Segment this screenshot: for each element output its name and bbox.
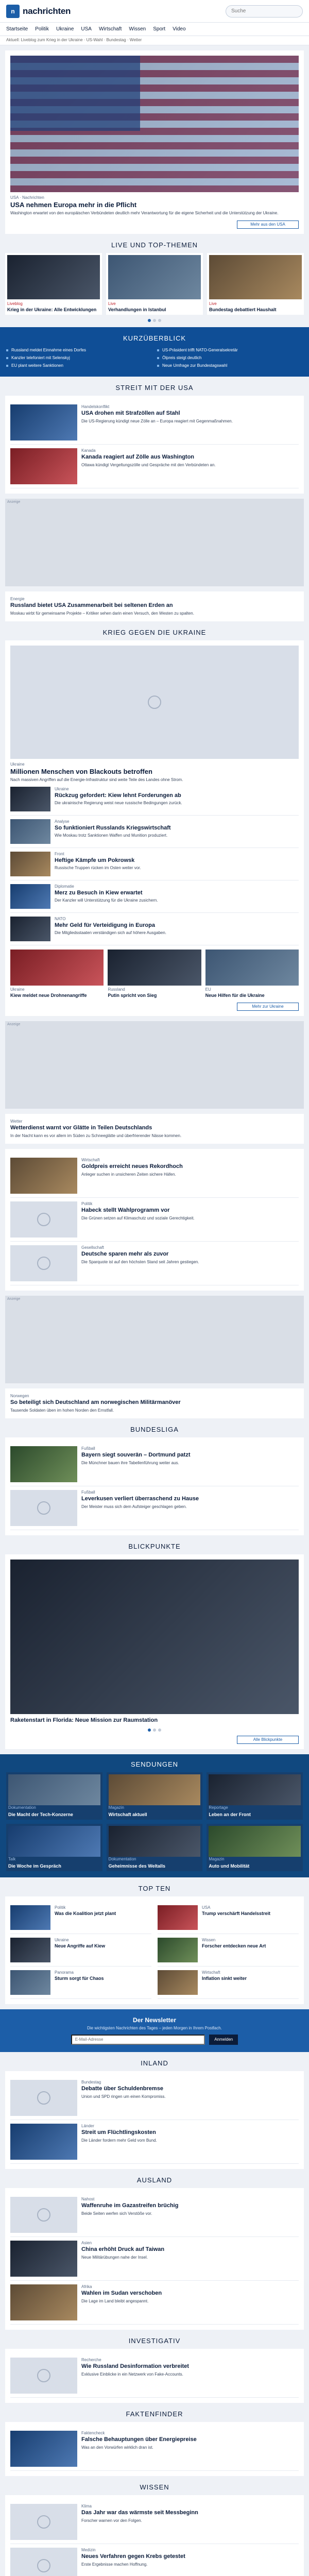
list-item[interactable] [10,2500,299,2544]
article-headline: Das Jahr war das wärmste seit Messbeginn [81,2510,198,2516]
article-kicker: Energie [10,596,25,601]
article-teaser: Der Meister muss sich dem Aufsteiger geschlagen geben. [81,1504,187,1509]
ad-placeholder[interactable] [5,1296,304,1383]
bundesliga-section [5,1437,304,1535]
article-kicker: Analyse [55,819,70,824]
nav-item[interactable]: Wissen [129,26,146,32]
article-headline: Streit um Flüchtlingskosten [81,2129,156,2136]
hero-kicker: USA · Nachrichten [10,195,44,200]
live-card[interactable] [207,253,304,315]
article-kicker: Ukraine [55,1938,69,1943]
grid-card[interactable] [205,950,299,998]
faktenfinder-section [5,2422,304,2476]
flag-image-canton [10,56,140,131]
article-headline: Falsche Behauptungen über Energiepreise [81,2436,197,2443]
sendung-title: Die Woche im Gespräch [8,1863,61,1869]
article-kicker: Gesellschaft [81,1245,105,1250]
list-item[interactable] [10,1967,151,1999]
list-item[interactable] [10,1902,151,1934]
sendung-kicker: Dokumentation [108,1857,136,1862]
more-usa-button[interactable]: Mehr aus den USA [237,221,299,229]
main-nav [0,23,309,36]
list-item[interactable] [10,1443,299,1486]
article-thumb [10,1490,77,1526]
carousel-dots[interactable] [10,1728,299,1732]
article-teaser: Die Grünen setzen auf Klimaschutz und soziale Gerechtigkeit. [81,1215,195,1221]
article-teaser: Wie Moskau trotz Sanktionen Waffen und Munition produziert. [55,833,168,838]
sendung-thumb [209,1774,301,1805]
kurz-title: KURZÜBERBLICK [123,334,186,342]
live-headline: Verhandlungen in Istanbul [108,307,166,312]
article-headline: Wetterdienst warnt vor Glätte in Teilen Deutschlands [10,1124,152,1131]
top-bar [0,0,309,23]
live-card-image [7,255,100,299]
kurz-item[interactable]: US-Präsident trifft NATO-Generalsekretär [157,346,303,354]
article-headline: Mehr Geld für Verteidigung in Europa [55,922,155,928]
image-placeholder-icon [37,1213,50,1226]
article-headline: Heftige Kämpfe um Pokrowsk [55,857,135,863]
newsletter-email-input[interactable] [71,2035,205,2045]
article-thumb [10,2284,77,2320]
image-placeholder-icon [37,2369,50,2382]
article-teaser: Die Münchner bauen ihre Tabellenführung weiter aus. [81,1460,179,1465]
newsletter-section [0,2009,309,2052]
ukraine-section [5,640,304,1016]
article-teaser: In der Nacht kann es vor allem im Süden zu Schneeglätte und überfrierender Nässe kommen. [10,1133,182,1138]
live-kicker: Live [108,301,116,306]
list-item[interactable] [10,1934,151,1967]
sendung-card[interactable] [107,1772,203,1820]
article-thumb [10,448,77,484]
article-kicker: Wirtschaft [202,1970,220,1975]
article-kicker: Handelskonflikt [81,404,110,409]
article-headline: Bayern siegt souverän – Dortmund patzt [81,1452,191,1459]
article-thumb [10,2197,77,2233]
nav-item[interactable]: Sport [153,26,166,32]
article-thumb [10,1245,77,1281]
sendung-thumb [109,1774,201,1805]
article-headline: Kanada reagiert auf Zölle aus Washington [81,453,195,460]
article-kicker: Ukraine [55,786,69,791]
article-thumb [10,950,104,986]
live-kicker: Live [209,301,217,306]
article-teaser: Die Mitgliedsstaaten verständigen sich auf höhere Ausgaben. [55,930,167,936]
list-item[interactable] [10,2193,299,2237]
article-thumb [108,950,201,986]
list-item[interactable] [10,1242,299,1285]
article-teaser: Union und SPD ringen um einen Kompromiss. [81,2094,166,2099]
article-kicker: USA [202,1905,211,1910]
article-thumb [10,2241,77,2277]
article-teaser-wide[interactable] [5,1114,304,1144]
image-placeholder-icon [37,2559,50,2572]
article-teaser: Ottawa kündigt Vergeltungszölle und Gespräche mit den Verbündeten an. [81,462,216,467]
article-kicker: Medizin [81,2548,96,2553]
article-kicker: Wetter [10,1118,23,1124]
ad-label: Anzeige [7,1022,21,1026]
article-thumb [10,1905,50,1930]
news-ticker[interactable]: Aktuell: Liveblog zum Krieg in der Ukraine · US-Wahl · Bundestag · Wetter [0,36,309,45]
article-headline: Neues Verfahren gegen Krebs getestet [81,2553,185,2560]
ad-label: Anzeige [7,1297,21,1301]
article-kicker: Kanada [81,448,96,453]
kurz-item[interactable]: EU plant weitere Sanktionen [6,362,152,369]
article-teaser: Der Kanzler will Unterstützung für die Ukraine zusichern. [55,898,158,903]
article-teaser: Die Länder fordern mehr Geld vom Bund. [81,2138,157,2143]
image-placeholder-icon [37,1501,50,1515]
blickpunkte-image[interactable] [10,1560,299,1714]
blickpunkte-caption: Raketenstart in Florida: Neue Mission zur Raumstation [10,1717,158,1724]
sendung-kicker: Magazin [108,1805,124,1810]
article-kicker: Ukraine [10,762,25,767]
kurz-item[interactable]: Russland meldet Einnahme eines Dorfes [6,346,152,354]
article-thumb [10,1938,50,1962]
article-headline: Waffenruhe im Gazastreifen brüchig [81,2202,179,2209]
nav-item[interactable]: Politik [35,26,49,32]
sendung-thumb [209,1826,301,1857]
article-headline: Wie Russland Desinformation verbreitet [81,2363,189,2370]
article-teaser: Forscher warnen vor den Folgen. [81,2518,142,2523]
sendungen-title: SENDUNGEN [130,1760,179,1768]
article-kicker: Politik [81,1201,93,1207]
sendung-thumb [109,1826,201,1857]
nav-item[interactable]: Wirtschaft [98,26,122,32]
article-headline: So beteiligt sich Deutschland am norwegischen Militärmanöver [10,1399,181,1406]
article-headline: Trump verschärft Handelsstreit [202,1911,271,1917]
article-kicker: Asien [81,2241,92,2246]
ukraine-lead-image[interactable] [10,646,299,759]
article-headline: So funktioniert Russlands Kriegswirtschaft [55,824,171,831]
list-item[interactable] [10,401,299,445]
article-thumb [10,884,50,909]
article-kicker: Politik [55,1905,66,1910]
kurz-list-left [6,346,152,369]
newsletter-text: Die wichtigsten Nachrichten des Tages – jeden Morgen in Ihrem Postfach. [87,2026,222,2031]
nav-item[interactable]: Ukraine [56,26,74,32]
sendung-title: Die Macht der Tech-Konzerne [8,1811,73,1817]
article-kicker: Panorama [55,1970,74,1975]
faktenfinder-section-title: FAKTENFINDER [126,2410,183,2418]
live-card[interactable] [5,253,102,315]
carousel-dot[interactable] [148,319,151,322]
list-item[interactable] [158,1902,299,1934]
carousel-dot[interactable] [148,1728,151,1732]
article-kicker: Wirtschaft [81,1158,100,1163]
live-card-image [209,255,302,299]
article-thumb [10,2431,77,2467]
article-headline: Debatte über Schuldenbremse [81,2086,163,2092]
sendung-thumb [8,1774,100,1805]
inland-section-title: INLAND [141,2059,168,2067]
grid-card[interactable] [10,950,104,998]
sendung-title: Auto und Mobilität [209,1863,250,1869]
article-headline: USA drohen mit Strafzöllen auf Stahl [81,410,180,416]
article-thumb [10,2124,77,2160]
image-placeholder-icon [37,2208,50,2222]
ad-placeholder[interactable] [5,499,304,586]
sendung-kicker: Talk [8,1857,16,1862]
article-kicker: Länder [81,2124,94,2129]
article-teaser: Die US-Regierung kündigt neue Zölle an – Europa reagiert mit Gegenmaßnahmen. [81,418,233,423]
article-kicker: Bundestag [81,2080,101,2085]
ukraine-section-title: KRIEG GEGEN DIE UKRAINE [102,629,207,637]
search-input[interactable] [226,5,303,18]
list-item[interactable] [10,445,299,488]
article-thumb [10,2504,77,2540]
kurz-list-right [157,346,303,369]
article-thumb [10,1970,50,1995]
sendung-card[interactable] [207,1772,303,1820]
article-kicker: Front [55,851,64,856]
list-item[interactable] [10,2544,299,2576]
article-thumb [10,2358,77,2394]
article-thumb [10,819,50,844]
list-item[interactable] [10,783,299,816]
mixed-section [5,1149,304,1291]
article-headline: Merz zu Besuch in Kiew erwartet [55,889,143,896]
article-teaser: Die Lage im Land bleibt angespannt. [81,2299,149,2304]
list-item[interactable] [10,2076,299,2120]
list-item[interactable] [10,1486,299,1530]
article-headline: Rückzug gefordert: Kiew lehnt Forderungen ab [55,792,181,799]
article-headline: Kiew meldet neue Drohnenangriffe [10,992,87,998]
article-kicker: Wissen [202,1938,216,1943]
kurz-item[interactable]: Neue Umfrage zur Bundestagswahl [157,362,303,369]
sendung-title: Leben an der Front [209,1811,251,1817]
article-headline: Was die Koalition jetzt plant [55,1911,116,1917]
list-item[interactable] [10,913,299,945]
ad-placeholder[interactable] [5,1021,304,1109]
ad-label: Anzeige [7,500,21,504]
nav-item[interactable]: Video [173,26,186,32]
article-kicker: Faktencheck [81,2431,105,2436]
article-teaser: Anleger suchen in unsicheren Zeiten sichere Häfen. [81,1172,176,1177]
article-thumb [10,1446,77,1482]
sendung-kicker: Reportage [209,1805,228,1810]
article-thumb [10,852,50,876]
hero-headline[interactable]: USA nehmen Europa mehr in die Pflicht [10,201,137,209]
list-item[interactable] [10,2237,299,2281]
article-headline: Putin spricht von Sieg [108,992,157,998]
image-placeholder-icon [37,1257,50,1270]
blickpunkte-section [5,1554,304,1749]
article-thumb [10,404,77,440]
ausland-section [5,2188,304,2330]
article-teaser: Was an den Vorwürfen wirklich dran ist. [81,2445,153,2450]
article-teaser: Russische Truppen rücken im Osten weiter vor. [55,866,141,871]
hero-image[interactable] [10,56,299,192]
article-thumb [10,787,50,811]
article-teaser: Exklusive Einblicke in ein Netzwerk von Fake-Accounts. [81,2372,183,2377]
live-card[interactable] [106,253,203,315]
article-headline: Habeck stellt Wahlprogramm vor [81,1207,170,1214]
sendung-title: Wirtschaft aktuell [108,1811,147,1817]
more-blickpunkte-button[interactable]: Alle Blickpunkte [237,1736,299,1744]
kurz-item[interactable]: Ölpreis steigt deutlich [157,354,303,362]
article-kicker: Russland [108,987,125,992]
topten-section [5,1896,304,2004]
article-headline: Goldpreis erreicht neues Rekordhoch [81,1163,183,1170]
more-ukraine-button[interactable]: Mehr zur Ukraine [237,1003,299,1011]
article-thumb [158,1938,198,1962]
ukraine-lead[interactable] [10,762,299,783]
live-headline: Krieg in der Ukraine: Alle Entwicklungen [7,307,97,312]
article-thumb [10,1158,77,1194]
live-kicker: Liveblog [7,301,23,306]
article-thumb [158,1970,198,1995]
hero-section [5,50,304,234]
article-headline: Leverkusen verliert überraschend zu Hause [81,1496,199,1502]
usa-section-title: STREIT MIT DER USA [115,383,194,392]
article-kicker: NATO [55,916,66,921]
list-item[interactable] [10,816,299,848]
investigativ-section [5,2349,304,2403]
list-item[interactable] [10,848,299,880]
list-item[interactable] [10,2427,299,2471]
logo-mark: n [6,5,20,18]
article-kicker: EU [205,987,211,992]
list-item[interactable] [158,1934,299,1967]
kurz-item[interactable]: Kanzler telefoniert mit Selenskyj [6,354,152,362]
list-item[interactable] [10,1198,299,1242]
logo-text: nachrichten [23,6,71,16]
sendung-kicker: Dokumentation [8,1805,36,1810]
article-thumb [10,1201,77,1238]
article-kicker: Norwegen [10,1394,29,1399]
wissen-section [5,2495,304,2576]
image-placeholder-icon [37,2515,50,2529]
article-kicker: Fußball [81,1490,95,1495]
live-headline: Bundestag debattiert Haushalt [209,307,277,312]
list-item[interactable] [158,1967,299,1999]
list-item[interactable] [10,1154,299,1198]
article-teaser-wide[interactable] [5,1388,304,1418]
carousel-dot[interactable] [153,1728,156,1732]
nav-item[interactable]: USA [81,26,92,32]
article-teaser: Nach massiven Angriffen auf die Energie-Infrastruktur sind weite Teile des Landes ohne Strom. [10,777,183,783]
newsletter-title: Der Newsletter [132,2016,177,2024]
article-headline: Sturm sorgt für Chaos [55,1976,104,1981]
bundesliga-section-title: BUNDESLIGA [130,1426,179,1434]
usa-section [5,396,304,494]
article-teaser: Die ukrainische Regierung weist neue russische Bedingungen zurück. [55,801,182,806]
nav-item[interactable]: Startseite [6,26,28,32]
article-headline: Russland bietet USA Zusammenarbeit bei seltenen Erden an [10,602,173,608]
newsletter-submit-button[interactable]: Anmelden [209,2035,238,2045]
article-kicker: Ukraine [10,987,25,992]
article-thumb [10,917,50,941]
article-headline: Neue Angriffe auf Kiew [55,1943,106,1949]
article-teaser: Erste Ergebnisse machen Hoffnung. [81,2562,148,2567]
article-kicker: Recherche [81,2358,101,2363]
list-item[interactable] [10,2354,299,2398]
article-headline: Neue Hilfen für die Ukraine [205,992,265,998]
image-placeholder-icon [37,2091,50,2105]
article-kicker: Afrika [81,2284,92,2290]
article-teaser: Tausende Soldaten üben im hohen Norden den Ernstfall. [10,1408,114,1413]
article-thumb [205,950,299,986]
carousel-dot[interactable] [158,1728,161,1732]
logo[interactable] [6,5,71,18]
inland-section [5,2071,304,2169]
carousel-dots[interactable] [5,319,304,322]
article-kicker: Klima [81,2504,92,2509]
article-teaser: Moskau wirbt für gemeinsame Projekte – Kritiker sehen darin einen Versuch, den Westen zu spalten. [10,611,194,616]
article-headline: Millionen Menschen von Blackouts betroffen [10,768,152,776]
article-thumb [10,2080,77,2116]
article-thumb [10,2548,77,2576]
list-item[interactable] [10,880,299,913]
list-item[interactable] [10,2120,299,2164]
sendung-card[interactable] [6,1824,102,1871]
article-headline: Inflation sinkt weiter [202,1976,247,1981]
sendung-title: Geheimnisse des Weltalls [108,1863,166,1869]
carousel-dot[interactable] [158,319,161,322]
grid-card[interactable] [108,950,201,998]
article-headline: China erhöht Druck auf Taiwan [81,2246,165,2253]
investigativ-section-title: INVESTIGATIV [128,2337,181,2345]
ausland-section-title: AUSLAND [136,2176,173,2184]
sendung-kicker: Magazin [209,1857,225,1862]
live-row [5,253,304,315]
article-teaser-wide[interactable] [5,591,304,621]
image-placeholder-icon [148,696,161,709]
live-section-title: LIVE UND TOP-THEMEN [111,241,198,249]
article-headline: Deutsche sparen mehr als zuvor [81,1251,169,1258]
carousel-dot[interactable] [153,319,156,322]
article-headline: Wahlen im Sudan verschoben [81,2290,162,2297]
live-card-image [108,255,201,299]
ukraine-grid [10,950,299,998]
article-kicker: Fußball [81,1446,95,1451]
hero-teaser: Washington erwartet von den europäischen Verbündeten deutlich mehr Verantwortung für die eigene Sicherheit und die Unterstützung der Ukraine. [10,211,279,216]
blickpunkte-section-title: BLICKPUNKTE [128,1543,181,1551]
article-teaser: Neue Militärübungen nahe der Insel. [81,2255,148,2260]
article-kicker: Nahost [81,2197,95,2202]
article-thumb [158,1905,198,1930]
kurzueberblick-section [0,327,309,377]
article-headline: Forscher entdecken neue Art [202,1943,266,1949]
sendung-card[interactable] [107,1824,203,1871]
sendung-card[interactable] [207,1824,303,1871]
sendung-card[interactable] [6,1772,102,1820]
sendung-thumb [8,1826,100,1857]
article-teaser: Die Sparquote ist auf den höchsten Stand seit Jahren gestiegen. [81,1259,199,1264]
article-kicker: Diplomatie [55,884,74,889]
wissen-section-title: WISSEN [140,2483,169,2492]
sendungen-section [0,1754,309,1878]
topten-section-title: TOP TEN [138,1885,171,1893]
article-teaser: Beide Seiten werfen sich Verstöße vor. [81,2211,152,2216]
list-item[interactable] [10,2281,299,2325]
